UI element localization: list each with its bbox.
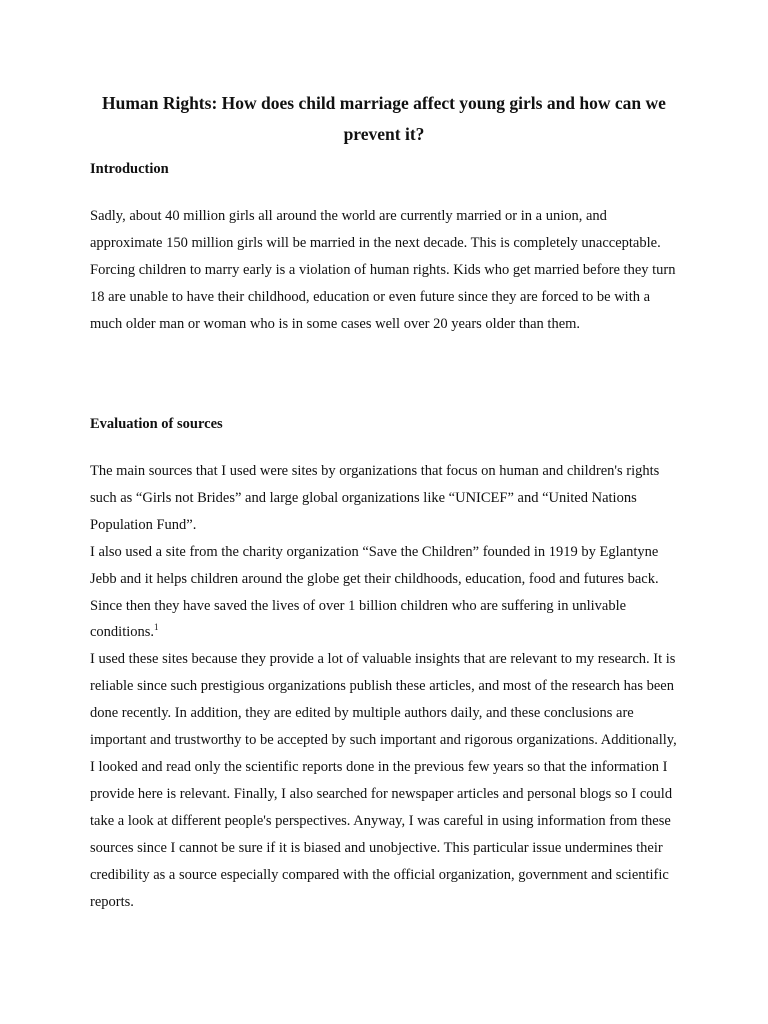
section-body-evaluation-of-sources	[90, 458, 682, 915]
paragraph-save-the-children	[90, 539, 682, 647]
paragraph-save-the-children-text: I also used a site from the charity organization “Save the Children” founded in 1919 by Eglantyne Jebb and it helps children around the globe get their childhoods, education, food and futures back. Since then they have saved the lives of over 1 billion children who are suffering in unlivable conditions.	[90, 543, 659, 641]
section-heading-evaluation-of-sources: Evaluation of sources	[90, 416, 223, 432]
paragraph-introduction: Sadly, about 40 million girls all around the world are currently married or in a union, and approximate 150 million girls will be married in the next decade. This is completely unacceptable. Forcing children to marry early is a violation of human rights. Kids who get married before they turn 18 are unable to have their childhood, education or even future since they are forced to be with a much older man or woman who is in some cases well over 20 years older than them.	[90, 208, 676, 332]
page-title: Human Rights: How does child marriage affect young girls and how can we prevent it?	[102, 93, 666, 144]
section-body-introduction	[90, 203, 682, 338]
footnote-reference[interactable]: 1	[154, 622, 159, 633]
paragraph-reliability: I used these sites because they provide a lot of valuable insights that are relevant to my research. It is reliable since such prestigious organizations publish these articles, and most of the research has been done recently. In addition, they are edited by multiple authors daily, and these conclusions are important and trustworthy to be accepted by such important and rigorous organizations. Additionally, I looked and read only the scientific reports done in the previous few years so that the information I provide here is relevant. Finally, I also searched for newspaper articles and personal blogs so I could take a look at different people's perspectives. Anyway, I was careful in using information from these sources since I cannot be sure if it is biased and unobjective. This particular issue undermines their credibility as a source especially compared with the official organization, government and scientific reports.	[90, 651, 677, 910]
paragraph-main-sources: The main sources that I used were sites by organizations that focus on human and children's rights such as “Girls not Brides” and large global organizations like “UNICEF” and “United Nations Population Fund”.	[90, 463, 660, 533]
section-heading-introduction: Introduction	[90, 161, 169, 177]
